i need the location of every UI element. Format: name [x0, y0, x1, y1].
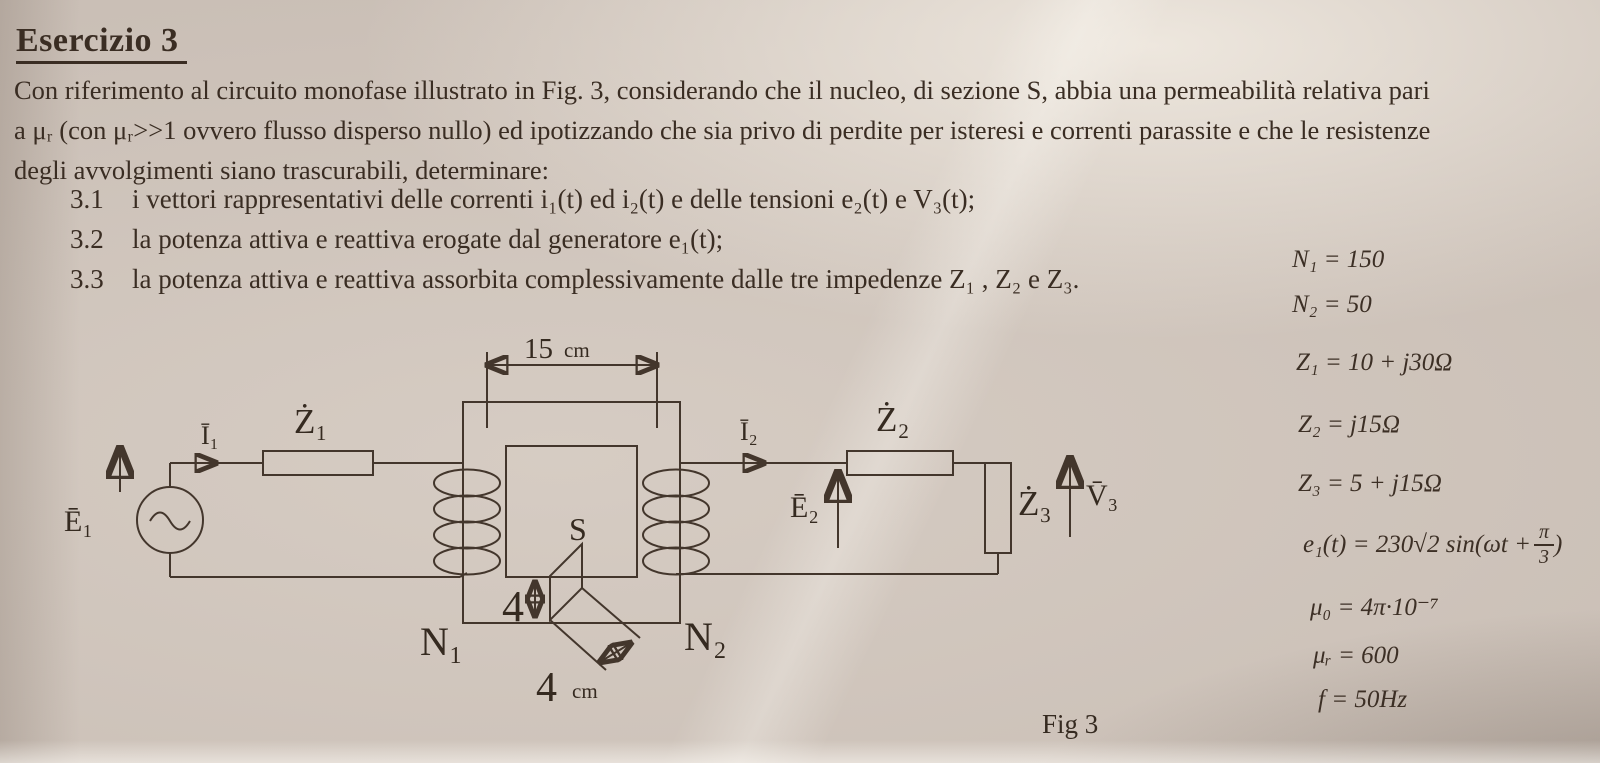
dimension-extension-line: [550, 620, 606, 670]
section-s-label: S: [569, 511, 587, 547]
intro-line-2: a μᵣ (con μᵣ>>1 ovvero flusso disperso nullo) ed ipotizzando che sia privo di perdite per isteresi e correnti parassite e che le resistenze: [14, 115, 1431, 145]
e1-equation-prefix: e₁(t) = 230√2 sin(ωt +: [1303, 531, 1531, 558]
primary-coil-turn: [434, 522, 500, 549]
fraction-numerator: π: [1538, 521, 1549, 543]
width-dimension-unit: cm: [564, 338, 590, 362]
z1-impedance-box: [263, 451, 373, 475]
given-mur: μᵣ = 600: [1313, 642, 1399, 669]
given-n2: N₂ = 50: [1292, 291, 1372, 318]
i1-label: Ī₁: [201, 421, 219, 450]
e2-label: Ē₂: [790, 491, 819, 524]
circuit-figure: [40, 330, 1200, 763]
given-z1: Z₁ = 10 + j30Ω: [1296, 349, 1453, 376]
item-text: i vettori rappresentativi delle correnti i₁(t) ed i₂(t) e delle tensioni e₂(t) e V₃(t);: [132, 184, 976, 214]
intro-line-3: degli avvolgimenti siano trascurabili, determinare:: [14, 155, 549, 185]
item-number: 3.1: [70, 184, 104, 214]
z3-label: Ż₃: [1018, 484, 1052, 523]
n2-label: N₂: [684, 614, 727, 659]
z2-label: Ż₂: [876, 400, 910, 439]
primary-coil-turn: [434, 496, 500, 523]
intro-line-1: Con riferimento al circuito monofase illustrato in Fig. 3, considerando che il nucleo, di sezione S, abbia una permeabilità relativa pari: [14, 75, 1430, 105]
item-number: 3.3: [70, 264, 104, 294]
e1-equation-suffix: ): [1553, 531, 1563, 558]
intro-paragraph: [14, 70, 1594, 190]
depth-dimension-arrow: [600, 643, 631, 662]
given-z3: Z₃ = 5 + j15Ω: [1298, 470, 1442, 497]
figure-caption: Fig 3: [1042, 709, 1099, 739]
e1-label: Ē₁: [64, 505, 93, 538]
given-z2: Z₂ = j15Ω: [1298, 411, 1400, 438]
secondary-coil-turn: [643, 522, 709, 549]
given-frequency: f = 50Hz: [1318, 686, 1408, 713]
n1-label: N₁: [420, 619, 463, 664]
secondary-coil-turn: [643, 496, 709, 523]
width-dimension-value: 15: [524, 333, 553, 365]
core-section-hatch: [550, 544, 582, 620]
question-item-3-3: [70, 264, 1079, 295]
depth-dimension-value: 4: [536, 665, 557, 711]
secondary-coil-turn: [643, 470, 709, 497]
z3-impedance-box: [985, 463, 1011, 553]
page-title: Esercizio 3: [16, 22, 187, 64]
pi-over-3-fraction: [1534, 522, 1554, 568]
sine-wave-icon: [150, 513, 190, 530]
question-item-3-1: [70, 184, 1079, 215]
z1-label: Ż₁: [294, 402, 328, 441]
dimension-extension-line: [582, 588, 640, 638]
depth-dimension-unit: cm: [572, 679, 598, 703]
question-item-3-2: [70, 224, 1079, 255]
item-text: la potenza attiva e reattiva erogate dal generatore e₁(t);: [132, 224, 724, 254]
z2-impedance-box: [847, 451, 953, 475]
item-text: la potenza attiva e reattiva assorbita complessivamente dalle tre impedenze Z₁ , Z₂ e Z₃.: [132, 264, 1080, 294]
primary-coil-turn: [434, 548, 500, 575]
v3-label: V̄₃: [1086, 479, 1119, 512]
core-height-dimension-value: 4: [502, 582, 524, 631]
given-mu0: μ₀ = 4π·10⁻⁷: [1310, 594, 1439, 621]
given-e1-equation: [1303, 522, 1562, 568]
secondary-coil-turn: [643, 548, 709, 575]
fraction-denominator: 3: [1534, 544, 1554, 568]
question-list: [70, 184, 1079, 304]
i2-label: Ī₂: [740, 417, 758, 446]
item-number: 3.2: [70, 224, 104, 254]
primary-coil-turn: [434, 470, 500, 497]
given-n1: N₁ = 150: [1292, 246, 1385, 273]
